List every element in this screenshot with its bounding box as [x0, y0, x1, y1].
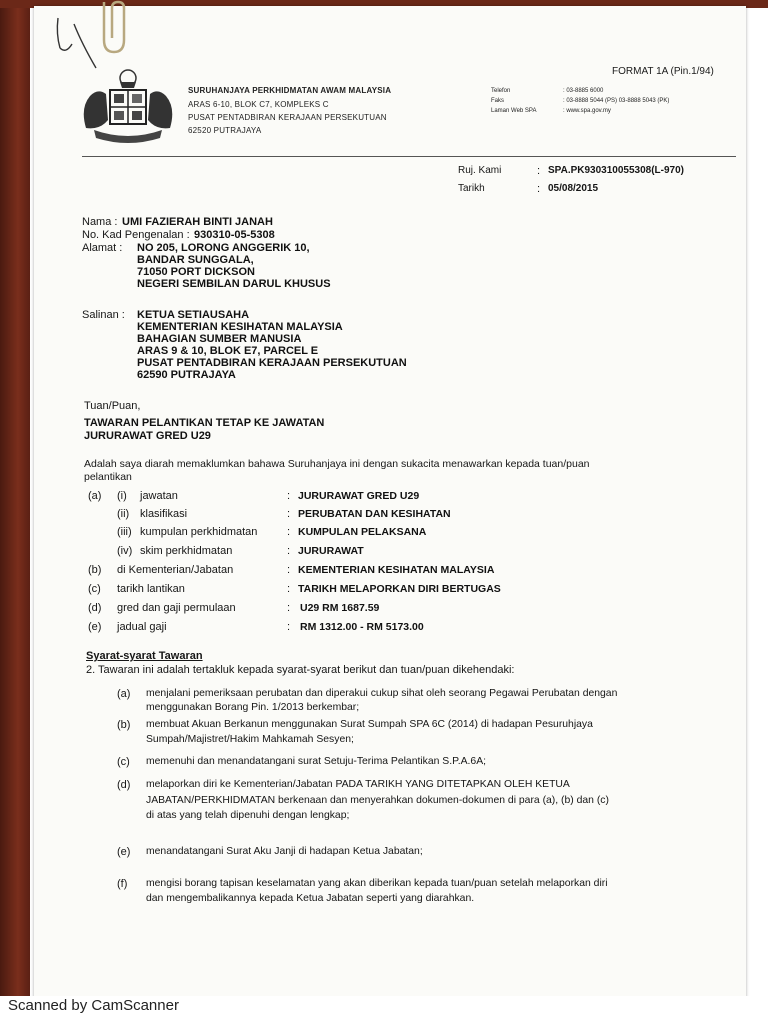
subject-line: TAWARAN PELANTIKAN TETAP KE JAWATAN — [84, 417, 325, 429]
detail-label: klasifikasi — [140, 508, 188, 520]
address-line: BANDAR SUNGGALA, — [137, 254, 254, 266]
condition-text: membuat Akuan Berkanun menggunakan Surat Sumpah SPA 6C (2014) di hadapan Pesuruhjaya — [146, 719, 593, 730]
condition-letter: (a) — [117, 688, 131, 700]
detail-value: PERUBATAN DAN KESIHATAN — [298, 508, 451, 520]
condition-text: Sumpah/Majistret/Hakim Mahkamah Sesyen; — [146, 734, 354, 745]
detail-letter: (b) — [88, 564, 102, 576]
detail-label: tarikh lantikan — [117, 583, 185, 595]
condition-text: dan mengembalikannya kepada Ketua Jabatan seperti yang diarahkan. — [146, 893, 475, 904]
salutation: Tuan/Puan, — [84, 400, 141, 412]
copy-line: BAHAGIAN SUMBER MANUSIA — [137, 333, 302, 345]
detail-label: skim perkhidmatan — [140, 545, 233, 557]
conditions-heading: Syarat-syarat Tawaran — [86, 650, 203, 662]
detail-value: RM 1312.00 - RM 5173.00 — [300, 621, 424, 633]
condition-letter: (d) — [117, 779, 131, 791]
intro-line: Adalah saya diarah memaklumkan bahawa Suruhanjaya ini dengan sukacita menawarkan kepada tuan/puan — [84, 458, 590, 470]
address-line: NO 205, LORONG ANGGERIK 10, — [137, 242, 310, 254]
address-line: 71050 PORT DICKSON — [137, 266, 255, 278]
subject-line: JURURAWAT GRED U29 — [84, 430, 211, 442]
detail-subletter: (ii) — [117, 508, 130, 520]
detail-label: kumpulan perkhidmatan — [140, 526, 258, 538]
conditions-intro: 2. Tawaran ini adalah tertakluk kepada syarat-syarat berikut dan tuan/puan dikehendaki: — [86, 664, 515, 676]
detail-value: U29 RM 1687.59 — [300, 602, 380, 614]
condition-letter: (b) — [117, 719, 131, 731]
copy-line: 62590 PUTRAJAYA — [137, 369, 236, 381]
ref-label: Ruj. Kami — [458, 165, 502, 176]
scanner-watermark: Scanned by CamScanner — [8, 997, 179, 1014]
condition-letter: (e) — [117, 846, 131, 858]
condition-text: memenuhi dan menandatangani surat Setuju-Terima Pelantikan S.P.A.6A; — [146, 756, 487, 767]
recipient-name: UMI FAZIERAH BINTI JANAH — [122, 216, 273, 228]
detail-letter: (e) — [88, 621, 102, 633]
copy-line: PUSAT PENTADBIRAN KERAJAAN PERSEKUTUAN — [137, 357, 407, 369]
org-address-line: ARAS 6-10, BLOK C7, KOMPLEKS C — [188, 100, 329, 109]
detail-value: KEMENTERIAN KESIHATAN MALAYSIA — [298, 564, 495, 576]
ic-label: No. Kad Pengenalan : — [82, 229, 190, 241]
handwritten-mark-icon — [52, 14, 102, 74]
header-divider — [82, 156, 736, 157]
detail-letter: (a) — [88, 490, 102, 502]
detail-subletter: (iii) — [117, 526, 132, 538]
desk-edge-left — [0, 0, 30, 1000]
detail-value: KUMPULAN PELAKSANA — [298, 526, 427, 538]
copy-line: KETUA SETIAUSAHA — [137, 309, 250, 321]
contact-label: Telefon — [491, 88, 511, 94]
condition-text: menandatangani Surat Aku Janji di hadapan Ketua Jabatan; — [146, 846, 423, 857]
condition-text: melaporkan diri ke Kementerian/Jabatan PADA TARIKH YANG DITETAPKAN OLEH KETUA — [146, 779, 570, 790]
detail-label: jawatan — [140, 490, 178, 502]
address-label: Alamat : — [82, 242, 123, 254]
contact-value: : www.spa.gov.my — [563, 108, 611, 114]
org-address-line: PUSAT PENTADBIRAN KERAJAAN PERSEKUTUAN — [188, 113, 387, 122]
address-line: NEGERI SEMBILAN DARUL KHUSUS — [137, 278, 331, 290]
condition-letter: (f) — [117, 878, 128, 890]
letter-date: 05/08/2015 — [548, 183, 599, 194]
detail-label: jadual gaji — [117, 621, 167, 633]
detail-subletter: (iv) — [117, 545, 133, 557]
malaysia-coat-of-arms-logo — [76, 68, 180, 146]
contact-value: : 03-8885 6000 — [563, 88, 604, 94]
ref-number: SPA.PK930310055308(L-970) — [548, 165, 685, 176]
detail-label: di Kementerian/Jabatan — [117, 564, 234, 576]
detail-letter: (d) — [88, 602, 102, 614]
detail-letter: (c) — [88, 583, 101, 595]
condition-text: mengisi borang tapisan keselamatan yang akan diberikan kepada tuan/puan setelah melaporkan diri — [146, 878, 608, 889]
condition-text: menjalani pemeriksaan perubatan dan diperakui cukup sihat oleh seorang Pegawai Perubatan dengan — [146, 688, 618, 699]
recipient-name-label: Nama : — [82, 216, 118, 228]
condition-text: di atas yang telah dipenuhi dengan lengkap; — [146, 810, 350, 821]
contact-value: : 03-8888 5044 (PS) 03-8888 5043 (PK) — [563, 98, 670, 104]
org-name: SURUHANJAYA PERKHIDMATAN AWAM MALAYSIA — [188, 86, 392, 95]
copy-line: ARAS 9 & 10, BLOK E7, PARCEL E — [137, 345, 319, 357]
detail-label: gred dan gaji permulaan — [117, 602, 236, 614]
org-address-line: 62520 PUTRAJAYA — [188, 126, 262, 135]
ic-number: 930310-05-5308 — [194, 229, 275, 241]
copy-label: Salinan : — [82, 309, 125, 321]
date-label: Tarikh — [458, 183, 485, 194]
copy-line: KEMENTERIAN KESIHATAN MALAYSIA — [137, 321, 343, 333]
date-separator: : — [537, 183, 541, 195]
detail-subletter: (i) — [117, 490, 127, 502]
ref-separator: : — [537, 165, 541, 177]
condition-letter: (c) — [117, 756, 130, 768]
detail-value: TARIKH MELAPORKAN DIRI BERTUGAS — [298, 583, 501, 595]
contact-label: Faks — [491, 98, 505, 104]
condition-text: menggunakan Borang Pin. 1/2013 berkembar; — [146, 702, 360, 713]
condition-text: JABATAN/PERKHIDMATAN berkenaan dan menyerahkan dokumen-dokumen di para (a), (b) dan (c) — [146, 795, 609, 806]
format-label: FORMAT 1A (Pin.1/94) — [612, 66, 714, 77]
detail-value: JURURAWAT GRED U29 — [298, 490, 420, 502]
detail-value: JURURAWAT — [298, 545, 364, 557]
contact-label: Laman Web SPA — [491, 108, 537, 114]
intro-line: pelantikan — [84, 471, 132, 483]
